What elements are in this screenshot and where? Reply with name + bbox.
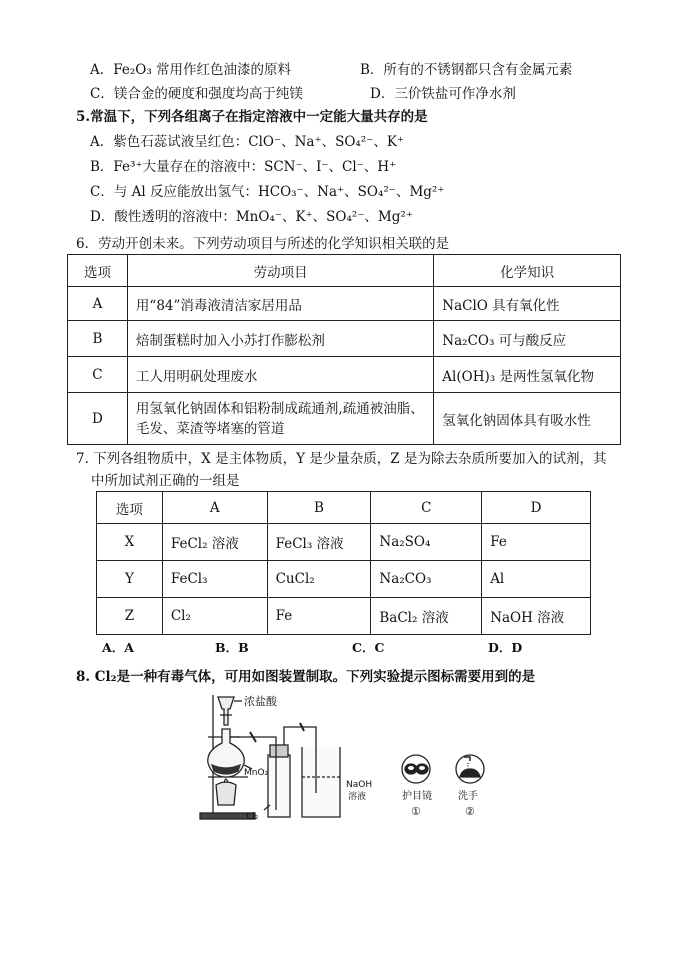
q4-option-c: C．镁合金的硬度和强度均高于纯镁: [90, 86, 303, 102]
q7-cell: CuCl₂: [267, 561, 371, 598]
table-row: [68, 393, 621, 445]
beaker: [302, 747, 340, 817]
q7-stem-line2: 中所加试剂正确的一组是: [91, 473, 240, 489]
q7-cell: Al: [482, 561, 591, 598]
q6-cell: 焙制蛋糕时加入小苏打作膨松剂: [127, 321, 433, 357]
q6-header-knowledge: 化学知识: [434, 255, 621, 287]
q6-cell: Na₂CO₃ 可与酸反应: [434, 321, 621, 357]
q5-option-d: D．酸性透明的溶液中：MnO₄⁻、K⁺、SO₄²⁻、Mg²⁺: [90, 209, 413, 225]
q7-cell: Y: [97, 561, 163, 598]
table-row: [68, 287, 621, 321]
label-wash-number: ②: [465, 805, 475, 818]
q4-option-a: A．Fe₂O₃ 常用作红色油漆的原料: [90, 62, 292, 78]
label-mno2: MnO₂: [244, 768, 269, 778]
q7-answer-b: B．B: [215, 640, 249, 655]
q5-option-a: A．紫色石蕊试液呈红色：ClO⁻、Na⁺、SO₄²⁻、K⁺: [90, 134, 405, 150]
q7-stem-line1: 7. 下列各组物质中，X 是主体物质，Y 是少量杂质，Z 是为除去杂质所要加入的试剂，其: [76, 451, 607, 467]
chlorine-apparatus-diagram: [190, 685, 570, 835]
q7-cell: BaCl₂ 溶液: [371, 598, 482, 635]
q4-option-d: D．三价铁盐可作净水剂: [370, 86, 516, 102]
label-goggles-number: ①: [411, 805, 421, 818]
q7-answer-c: C．C: [352, 640, 385, 655]
q6-cell: 氢氧化钠固体具有吸水性: [434, 393, 621, 445]
table-row: [97, 561, 591, 598]
goggles-icon: [402, 755, 430, 783]
q7-cell: Na₂SO₄: [371, 524, 482, 561]
q6-cell: C: [68, 357, 128, 393]
q7-header-cell: D: [482, 492, 591, 524]
q5-option-b: B．Fe³⁺大量存在的溶液中：SCN⁻、I⁻、Cl⁻、H⁺: [90, 159, 397, 175]
table-row: [97, 598, 591, 635]
q7-cell: Na₂CO₃: [371, 561, 482, 598]
label-cl2: Cl₂: [246, 812, 259, 822]
q6-cell: 用氢氧化钠固体和铝粉制成疏通剂,疏通被油脂、毛发、菜渣等堵塞的管道: [127, 393, 433, 445]
q7-header-cell: C: [371, 492, 482, 524]
q6-cell: A: [68, 287, 128, 321]
q7-cell: X: [97, 524, 163, 561]
label-goggles: 护目镜: [402, 791, 432, 802]
q7-answer-d: D．D: [488, 640, 523, 655]
q7-header-cell: B: [267, 492, 371, 524]
hand-washing-icon: [456, 755, 484, 783]
label-wash: 洗手: [458, 791, 478, 802]
q4-option-b: B．所有的不锈钢都只含有金属元素: [360, 62, 573, 78]
collecting-bottle: [268, 755, 290, 817]
q7-cell: Fe: [267, 598, 371, 635]
table-row: [68, 321, 621, 357]
q6-cell: NaClO 具有氧化性: [434, 287, 621, 321]
q7-cell: NaOH 溶液: [482, 598, 591, 635]
q6-header-option: 选项: [68, 255, 128, 287]
table-row: [68, 357, 621, 393]
label-naoh: NaOH: [346, 780, 373, 790]
q6-header-row: [68, 255, 621, 287]
label-acid: 浓盐酸: [244, 695, 277, 708]
q5-stem: 5.常温下，下列各组离子在指定溶液中一定能大量共存的是: [76, 109, 428, 125]
q5-option-c: C．与 Al 反应能放出氢气：HCO₃⁻、Na⁺、SO₄²⁻、Mg²⁺: [90, 184, 445, 200]
q6-table: [67, 254, 621, 445]
label-solution: 溶液: [348, 792, 367, 802]
table-row: [97, 524, 591, 561]
q7-cell: Z: [97, 598, 163, 635]
q6-header-labor: 劳动项目: [127, 255, 433, 287]
bottle-stopper: [270, 745, 288, 757]
q7-cell: FeCl₂ 溶液: [162, 524, 267, 561]
outlet-tube: [284, 727, 316, 747]
q6-cell: D: [68, 393, 128, 445]
q7-cell: FeCl₃ 溶液: [267, 524, 371, 561]
q6-stem: 6．劳动开创未来。下列劳动项目与所述的化学知识相关联的是: [76, 236, 450, 252]
separatory-funnel: [218, 697, 234, 725]
q7-answer-a: A．A: [102, 640, 134, 655]
q7-cell: FeCl₃: [162, 561, 267, 598]
alcohol-lamp: [216, 782, 236, 805]
q6-cell: B: [68, 321, 128, 357]
q7-header-row: [97, 492, 591, 524]
q6-cell: Al(OH)₃ 是两性氢氧化物: [434, 357, 621, 393]
q7-cell: Cl₂: [162, 598, 267, 635]
q8-stem: 8. Cl₂是一种有毒气体，可用如图装置制取。下列实验提示图标需要用到的是: [76, 669, 536, 685]
q7-header-cell: A: [162, 492, 267, 524]
q7-header-cell: 选项: [97, 492, 163, 524]
q6-cell: 用“84”消毒液清洁家居用品: [127, 287, 433, 321]
q7-cell: Fe: [482, 524, 591, 561]
q6-cell: 工人用明矾处理废水: [127, 357, 433, 393]
q7-table: [96, 491, 591, 635]
